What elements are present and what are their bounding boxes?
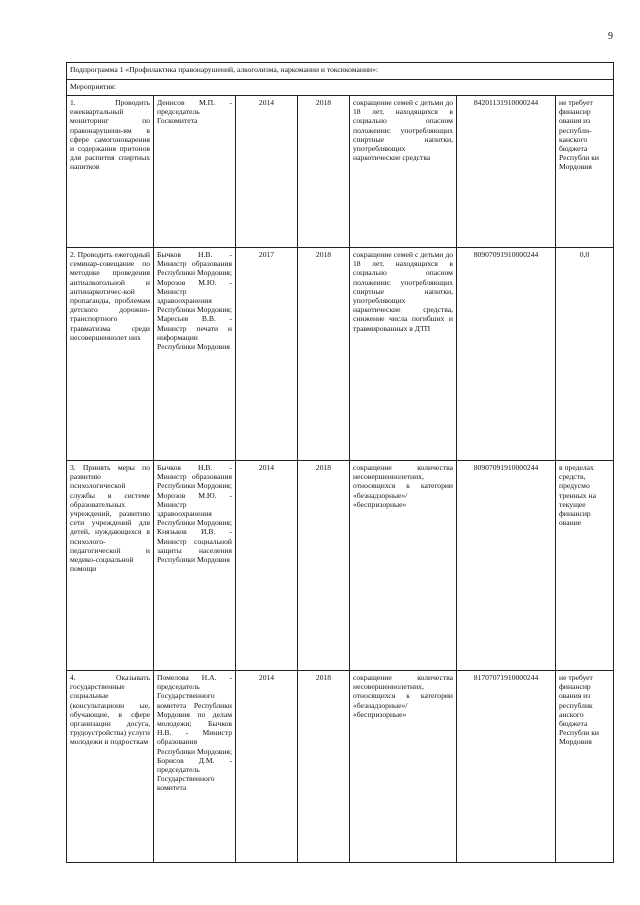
end-year-cell: 2018 [298,461,350,671]
table-row [67,461,614,671]
funding-cell: не требует финансир ования из республи-канского бюджета Республи ки Мордовия [556,96,614,248]
funding-cell: 0,0 [556,248,614,461]
page-number: 9 [608,31,613,42]
start-year-cell: 2017 [236,248,298,461]
measures-label: Мероприятия: [67,80,614,96]
measure-cell: 1. Проводить ежеквартальный мониторинг по правонарушени-ям в сфере самогоноварения и содержания притонов для распития спиртных напитков [67,96,154,248]
start-year-cell: 2014 [236,671,298,863]
result-cell: сокращение семей с детьми до 18 лет, находящихся в социально опасном положении: употребляющих спиртные напитки, употребляющих наркотические средства, снижение числа погибших и травмированных в ДТП [350,248,457,461]
budget-code-cell: 80907091910000244 [457,461,556,671]
table-row [67,248,614,461]
table-row [67,671,614,863]
result-cell: сокращение количества несовершеннолетних, относящихся к категории «безнадзорные»/ «беспризорные» [350,671,457,863]
table-row [67,96,614,248]
start-year-cell: 2014 [236,461,298,671]
funding-cell: не требует финансир ования из республик анского бюджета Республи ки Мордовия [556,671,614,863]
end-year-cell: 2018 [298,671,350,863]
budget-code-cell: 80907091910000244 [457,248,556,461]
program-table [66,62,614,863]
measure-cell: 4. Оказывать государственные социальные (консультационн ые, обучающие, в сфере организации досуга, трудоустройства) услуги молодежи и подросткам [67,671,154,863]
funding-cell: в пределах средств, предусмо тренных на текущее финансир ование [556,461,614,671]
responsible-cell: Помелова Н.А. - председатель Государственного комитета Республики Мордовия по делам молодежи; Бычков Н.В. - Министр образования Республики Мордовия; Борисов Д.М. - председатель Государственного комитета [154,671,236,863]
measure-cell: 3. Принять меры по развитию психологической службы в системе образовательных учреждений, развитию сети учреждений для детей, нуждающихся в психолого-педагогической и медико-социальной помощи [67,461,154,671]
responsible-cell: Бычков Н.В. - Министр образования Республики Мордовия; Морозов М.Ю. - Министр здравоохранения Республики Мордовия; Князьков И.В. - Министр социальной защиты населения Республики Мордовия [154,461,236,671]
end-year-cell: 2018 [298,248,350,461]
end-year-cell: 2018 [298,96,350,248]
measure-cell: 2. Проводить ежегодный семинар-совещание по методике проведения антиалкогольной и антинаркотичес-кой пропаганды, проблемам детского дорожно-транспортного травматизма среди несовершеннолет них [67,248,154,461]
result-cell: сокращение количества несовершеннолетних, относящихся к категории «безнадзорные»/ «беспризорные» [350,461,457,671]
result-cell: сокращение семей с детьми до 18 лет, находящихся в социально опасном положении: употребляющих спиртные напитки, употребляющих наркотические средства [350,96,457,248]
budget-code-cell: 81707071910000244 [457,671,556,863]
subprogram-title: Подпрограмма 1 «Профилактика правонарушений, алкоголизма, наркомании и токсикомании»: [67,63,614,80]
responsible-cell: Бычков Н.В. - Министр образования Республики Мордовия; Морозов М.Ю. - Министр здравоохранения Республики Мордовия; Маресьев В.В. - Министр печати и информации Республики Мордовия [154,248,236,461]
start-year-cell: 2014 [236,96,298,248]
responsible-cell: Денисов М.П. - председатель Госкомитета [154,96,236,248]
budget-code-cell: 84201131910000244 [457,96,556,248]
